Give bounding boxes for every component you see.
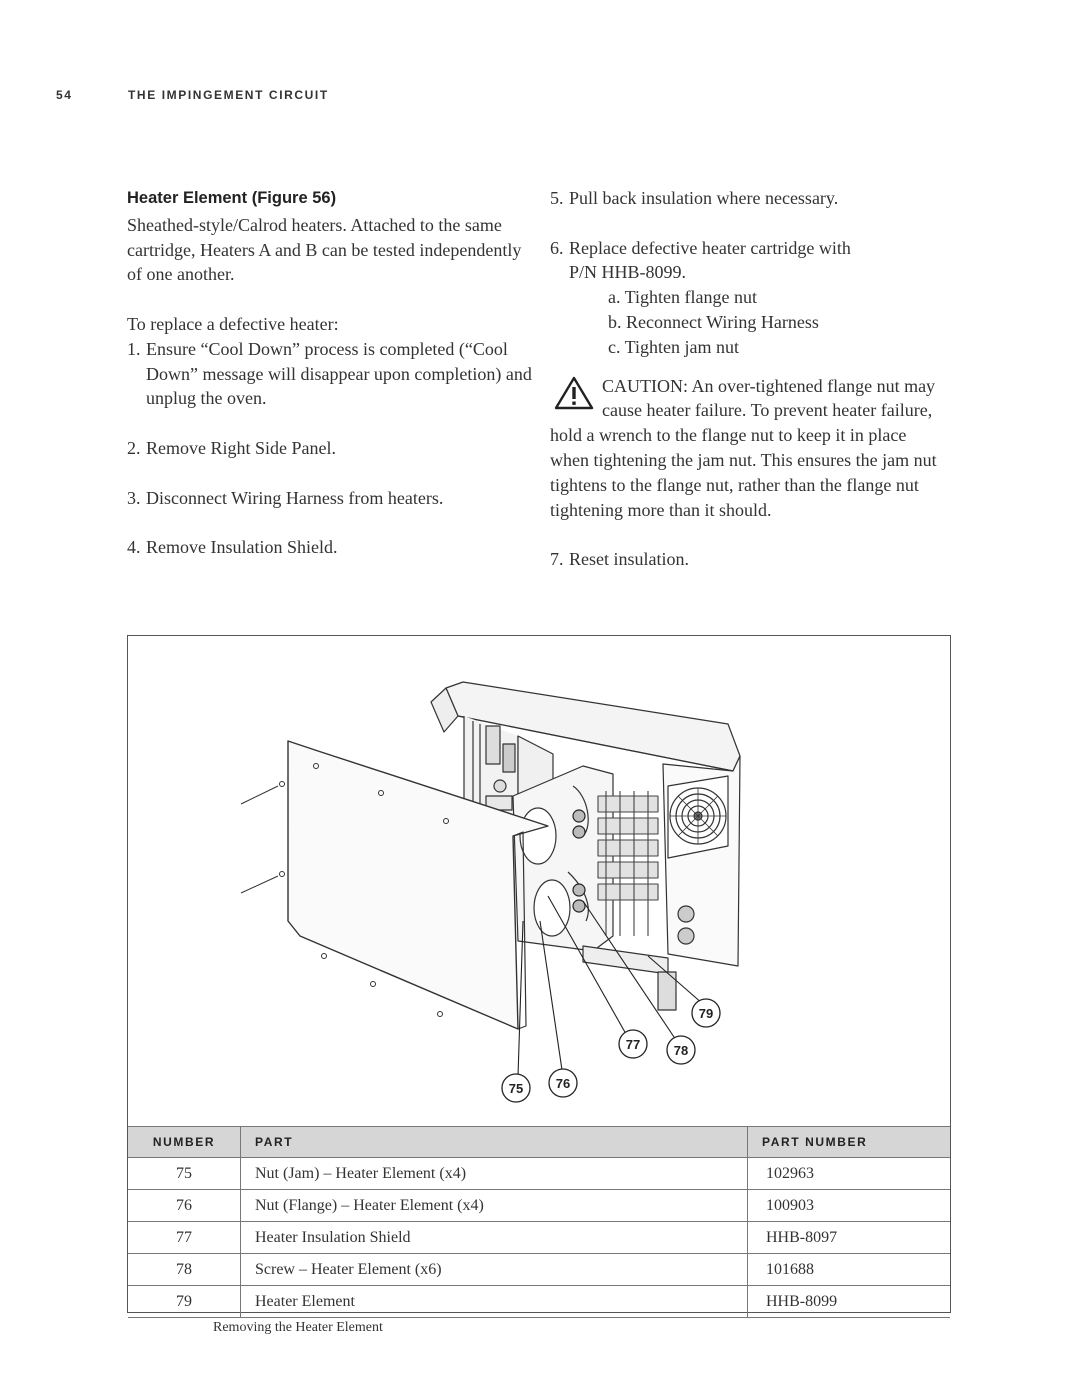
- step-text: Pull back insulation where necessary.: [569, 188, 839, 208]
- cell-number: 75: [128, 1158, 241, 1190]
- step-7: [550, 547, 940, 572]
- cell-part: Nut (Flange) – Heater Element (x4): [241, 1190, 748, 1222]
- callout-78: [667, 1036, 695, 1064]
- col-header-number: NUMBER: [128, 1127, 241, 1158]
- step-number: 1.: [127, 338, 141, 359]
- step-number: 6.: [550, 237, 564, 258]
- callout-77-label: 77: [625, 1037, 641, 1052]
- caution-text: CAUTION: An over-tightened flange nut may cause heater failure. To prevent heater failure, hold a wrench to the flange nut to keep it in place when tightening the jam nut. This ensures the jam nut tightens to the flange nut, rather than the flange nut tightening more than it should.: [550, 375, 937, 520]
- table-row: [128, 1286, 950, 1318]
- callout-79: [692, 999, 720, 1027]
- table-row: [128, 1158, 950, 1190]
- left-column: [127, 186, 537, 560]
- cell-part-number: 101688: [748, 1254, 951, 1286]
- table-row: [128, 1222, 950, 1254]
- figure-caption: Removing the Heater Element: [213, 1320, 383, 1335]
- substep-b: b. Reconnect Wiring Harness: [608, 311, 819, 332]
- callout-75-label: 75: [508, 1081, 524, 1096]
- step-text: Reset insulation.: [569, 549, 689, 570]
- cell-part: Heater Insulation Shield: [241, 1222, 748, 1254]
- step-2: [127, 436, 537, 461]
- step-3: [127, 486, 537, 511]
- cell-part-number: 100903: [748, 1190, 951, 1222]
- table-header-row: [128, 1127, 950, 1158]
- step-text: Ensure “Cool Down” process is completed (“Cool Down” message will disappear upon completion) and unplug the oven.: [146, 338, 532, 409]
- figure-56-box: [127, 635, 951, 1313]
- col-header-part: PART: [241, 1127, 748, 1158]
- page-number: 54: [56, 88, 73, 102]
- substep-a: a. Tighten flange nut: [608, 287, 757, 308]
- step-6: [550, 236, 940, 261]
- exploded-view-illustration: [128, 636, 950, 1126]
- table-row: [128, 1254, 950, 1286]
- step-number: 7.: [550, 549, 564, 570]
- cell-number: 76: [128, 1190, 241, 1222]
- substep-c: c. Tighten jam nut: [608, 336, 740, 357]
- col-header-part-number: PART NUMBER: [748, 1127, 951, 1158]
- callout-76-label: 76: [555, 1076, 571, 1091]
- callout-78-label: 78: [673, 1043, 689, 1058]
- cell-part: Heater Element: [241, 1286, 748, 1318]
- cell-number: 77: [128, 1222, 241, 1254]
- right-column: [550, 186, 940, 572]
- cell-part: Screw – Heater Element (x6): [241, 1254, 748, 1286]
- lead-paragraph: To replace a defective heater:: [127, 313, 339, 334]
- step-text: Remove Insulation Shield.: [146, 537, 338, 558]
- step-1: [127, 337, 537, 411]
- heading-heater-element: Heater Element (Figure 56): [127, 189, 337, 207]
- caution-paragraph: [550, 374, 940, 523]
- step-number: 5.: [550, 188, 564, 208]
- warning-triangle-icon: [554, 376, 594, 410]
- running-head: [56, 88, 329, 102]
- intro-paragraph: Sheathed-style/Calrod heaters. Attached to the same cartridge, Heaters A and B can be tested independently of one another.: [127, 214, 522, 285]
- cell-number: 78: [128, 1254, 241, 1286]
- part-number-reference: P/N HHB-8099.: [569, 262, 687, 283]
- section-title: THE IMPINGEMENT CIRCUIT: [128, 88, 329, 102]
- step-text: Remove Right Side Panel.: [146, 437, 336, 458]
- cell-number: 79: [128, 1286, 241, 1318]
- step-5: [550, 186, 940, 211]
- table-row: [128, 1190, 950, 1222]
- callout-77: [619, 1030, 647, 1058]
- step-number: 3.: [127, 487, 141, 508]
- callout-75: [502, 1074, 530, 1102]
- step-number: 4.: [127, 537, 141, 558]
- cell-part-number: HHB-8099: [748, 1286, 951, 1318]
- step-number: 2.: [127, 437, 141, 458]
- callout-79-label: 79: [698, 1006, 714, 1021]
- callout-76: [549, 1069, 577, 1097]
- cell-part-number: 102963: [748, 1158, 951, 1190]
- step-4: [127, 535, 537, 560]
- step-text: Replace defective heater cartridge with: [569, 237, 851, 258]
- parts-table: [128, 1126, 950, 1318]
- cell-part-number: HHB-8097: [748, 1222, 951, 1254]
- cell-part: Nut (Jam) – Heater Element (x4): [241, 1158, 748, 1190]
- step-text: Disconnect Wiring Harness from heaters.: [146, 487, 444, 508]
